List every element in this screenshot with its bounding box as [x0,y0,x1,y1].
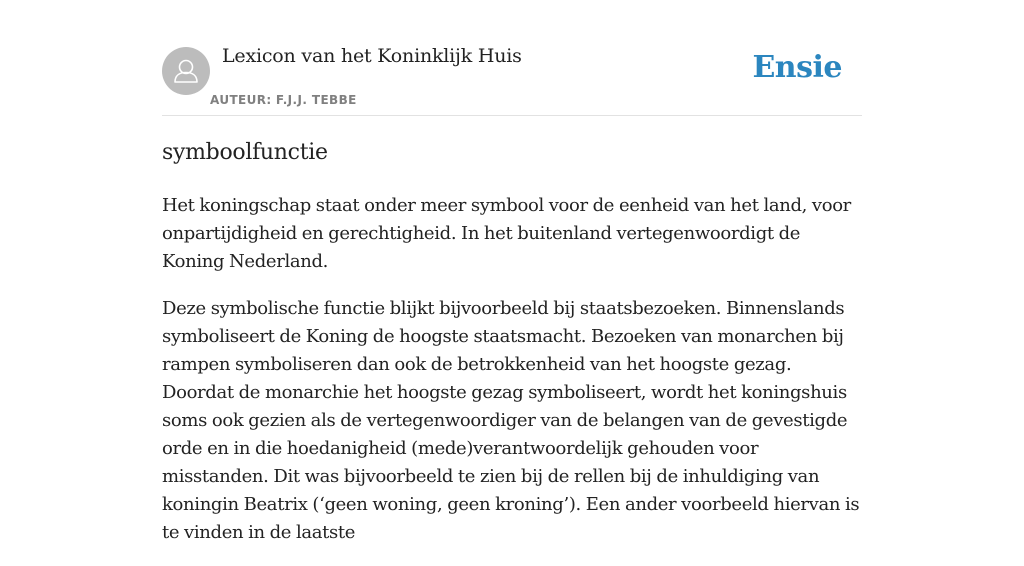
entry-body [162,192,862,566]
body-paragraph: Het koningschap staat onder meer symbool voor de eenheid van het land, voor onpartijdigheid en gerechtigheid. In het buitenland vertegenwoordigt de Koning Nederland. [162,195,851,272]
book-title[interactable]: Lexicon van het Koninklijk Huis [222,45,522,67]
avatar[interactable] [162,47,210,95]
body-paragraph: Deze symbolische functie blijkt bijvoorbeeld bij staatsbezoeken. Binnenslands symboliseert de Koning de hoogste staatsmacht. Bezoeken van monarchen bij rampen symboliseren dan ook de betrokkenheid van het hoogste gezag. Doordat de monarchie het hoogste gezag symboliseert, wordt het koningshuis soms ook gezien als de vertegenwoordiger van de belangen van de gevestigde orde en in die hoedanigheid (mede)verantwoordelijk gehouden voor misstanden. Dit was bijvoorbeeld te zien bij de rellen bij de inhuldiging van koningin Beatrix (‘geen woning, geen kroning’). Een ander voorbeeld hiervan is te vinden in de laatste [162,298,860,543]
entry-title: symboolfunctie [162,140,328,165]
author-name[interactable]: F.J.J. TEBBE [275,93,357,107]
entry-header [162,0,862,116]
user-icon [162,47,210,95]
author-line [210,93,357,107]
author-label: AUTEUR: [210,93,272,107]
page [162,0,862,543]
brand-logo[interactable]: Ensie [752,50,842,85]
